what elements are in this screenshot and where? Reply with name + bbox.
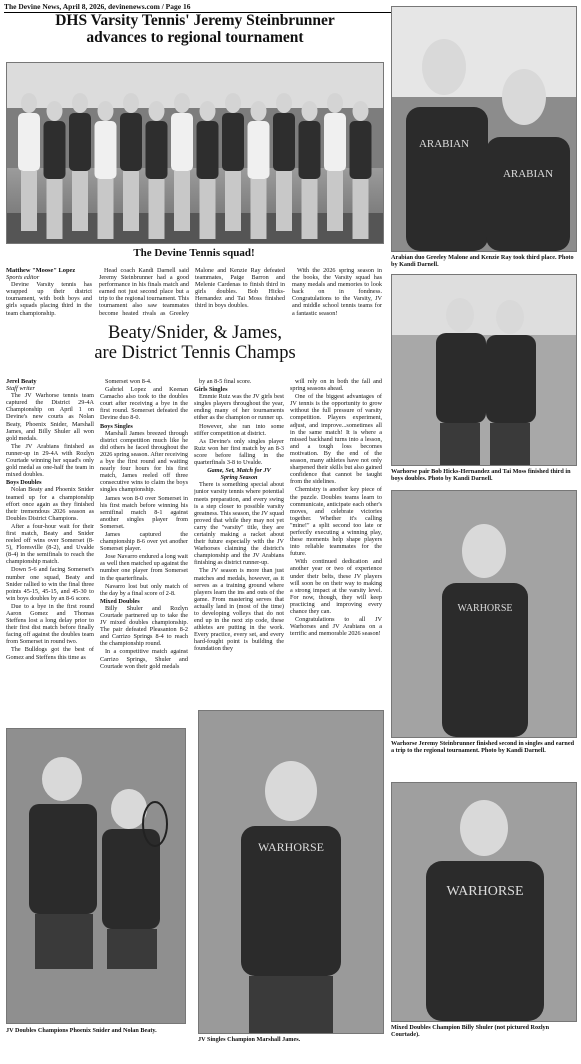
story2-paragraph: In a competitive match against Carrizo Springs, Shuler and Courtade won their gold medals bbox=[100, 648, 188, 670]
mixed-doubles-caption: Mixed Doubles Champion Billy Shuler (not pictured Rozlyn Courtade). bbox=[391, 1024, 550, 1039]
player-figure bbox=[327, 93, 343, 113]
player-figure bbox=[98, 101, 114, 121]
story2-paragraph: Navarro lost but only match of the day by a final score of 2-8. bbox=[100, 582, 188, 597]
player-figure bbox=[21, 93, 37, 113]
player-figure bbox=[123, 171, 139, 231]
story2-paragraph: One of the biggest advantages of JV tennis is the opportunity to grow without the full pressure of varsity competition. Players experiment, adjust, and improve...sometimes all in the same match! It is where a missed backhand turns into a lesson, and a tough loss becomes motivation. By the end of the season, many athletes have not only sharpened their skills but also gained confidence that cannot be taught from the sidelines. bbox=[290, 393, 382, 486]
player-figure bbox=[302, 179, 318, 239]
jv-singles-caption: JV Singles Champion Marshall James. bbox=[198, 1036, 301, 1043]
jersey-text: WARHORSE bbox=[257, 840, 325, 854]
player-figure bbox=[18, 113, 40, 171]
jeremy-photo bbox=[391, 490, 577, 738]
story2-paragraph: will rely on in both the fall and spring seasons ahead. bbox=[290, 378, 382, 393]
player-figure bbox=[47, 101, 63, 121]
section-subhead: Girls Singles bbox=[194, 386, 228, 394]
story1-headline-line1: DHS Varsity Tennis' Jeremy Steinbrunner bbox=[55, 12, 335, 29]
story1-byline: Matthew "Moose" Lopez bbox=[6, 267, 76, 274]
story2-headline-line1: Beaty/Snider, & James, bbox=[108, 323, 282, 343]
story2-paragraph: James won 8-0 over Somerset in his first match before winning his semifinal match 8-1 against another singles player from Somerset. bbox=[100, 494, 188, 530]
jv-doubles-caption: JV Doubles Champions Phoenix Snider and Nolan Beaty. bbox=[6, 1027, 157, 1034]
story2-paragraph: However, she ran into some stiffer competition at district. bbox=[194, 422, 284, 437]
story2-col3 bbox=[194, 378, 284, 708]
player-figure bbox=[273, 113, 295, 171]
story2-paragraph: Somerset won 8-4. bbox=[105, 378, 152, 385]
player-figure bbox=[98, 179, 114, 239]
story2-paragraph: Due to a bye in the first round Aaron Gomez and Thomas Steffens lost a long delay prior to their first dist match before finally facing off against the doubles team from Somerset in round two. bbox=[6, 602, 94, 646]
mixed-doubles-photo bbox=[391, 782, 577, 1022]
player-figure bbox=[353, 101, 369, 121]
jv-singles-photo bbox=[198, 710, 384, 1034]
story1-paragraph: With the 2026 spring season in the books, the Varsity squad has many medals and memories to look back on in fondness. Congratulations to the Varsity, JV and middle school tennis teams for a fantastic season! bbox=[292, 267, 382, 317]
story2-col3-body bbox=[194, 378, 284, 653]
player-figure bbox=[299, 121, 321, 179]
story2-paragraph: Jose Navarro endured a long wait as well then matched up against the number one player from Somerset in the quarterfinals. bbox=[100, 553, 188, 582]
story1-headline bbox=[6, 12, 384, 46]
player-figure bbox=[200, 179, 216, 239]
player-figure bbox=[324, 113, 346, 171]
player-figure bbox=[251, 101, 267, 121]
jv-doubles-photo bbox=[6, 728, 186, 1024]
player-figure bbox=[149, 101, 165, 121]
story2-paragraph: James captured the championship 8-6 over yet another Somerset player. bbox=[100, 530, 188, 553]
player-figure bbox=[95, 121, 117, 179]
story2-paragraph: Emmie Ruiz was the JV girls best singles players throughout the year, ending many of her tournaments either as the champion or runner up. bbox=[194, 393, 284, 422]
player-figure bbox=[251, 179, 267, 239]
story1-paragraph: Head coach Kandi Darnell said Jeremy Steinbrunner had a good performance in his finals match and earned not just second place but a trip to the regional tournament. This tournament also saw teammates become heated rivals as Greeley Malone and Kenzie Ray defeated teammates, Paige Barron and Melenie Cardenas to finish third in girls doubles. Bob Hicks-Hernandez and Tai Moss finished third in boys doubles. bbox=[99, 267, 285, 317]
story1-byline-role: Sports editor bbox=[6, 274, 40, 282]
player-figure bbox=[21, 171, 37, 231]
story2-col4 bbox=[290, 378, 382, 708]
player-figure bbox=[174, 93, 190, 113]
story2-col1 bbox=[6, 378, 94, 708]
story2-paragraph: Gabriel Lopez and Keenan Camacho also took to the doubles court after receiving a bye in the first round. Somerset defeated the Devine duo 8-0. bbox=[100, 386, 188, 422]
story2-paragraph: Nolan Beaty and Phoenix Snider teamed up for a championship effort once again as they finished their tremendous 2026 season as Doubles District Champions. bbox=[6, 486, 94, 522]
player-figure bbox=[276, 171, 292, 231]
player-figure bbox=[174, 171, 190, 231]
player-figure bbox=[353, 179, 369, 239]
player-figure bbox=[72, 93, 88, 113]
story2-paragraph: Billy Shuler and Rozlyn Courtade partnered up to take the JV mixed doubles championship. The pair defeated Pleasanton 8-2 and Carrizo Springs 8-4 to reach the championship round. bbox=[100, 604, 188, 648]
player-figure bbox=[120, 113, 142, 171]
story1-col4 bbox=[292, 267, 382, 318]
section-subhead: Boys Doubles bbox=[6, 479, 42, 487]
player-figure bbox=[225, 93, 241, 113]
section-kicker: Spring Season bbox=[220, 474, 258, 482]
boys-doubles-caption: Warhorse pair Bob Hicks-Hernandez and Tai Moss finished third in boys doubles. Photo by Kandi Darnell. bbox=[391, 468, 571, 483]
player-figure bbox=[276, 93, 292, 113]
player-figure bbox=[197, 121, 219, 179]
player-figure bbox=[123, 93, 139, 113]
section-subhead: Mixed Doubles bbox=[100, 597, 140, 605]
jeremy-caption: Warhorse Jeremy Steinbrunner finished second in singles and earned a trip to the regional tournament. Photo by Kandi Darnell. bbox=[391, 740, 575, 755]
boys-doubles-photo bbox=[391, 274, 577, 466]
jersey-text: ARABIAN bbox=[418, 138, 470, 150]
story1-paragraph: Devine Varsity tennis has wrapped up their district tournament, with both boys and girls squads placing third in the team championship. bbox=[6, 281, 92, 317]
story2-paragraph: The JV Arabians finished as runner-up in 29-4A with Rozlyn Courtade winning her squad's only gold medal as one-half the team in mixed doubles. bbox=[6, 442, 94, 479]
player-figure bbox=[171, 113, 193, 171]
story2-paragraph: by an 8-5 final score. bbox=[199, 378, 252, 385]
player-figure bbox=[248, 121, 270, 179]
player-figure bbox=[327, 171, 343, 231]
story2-headline-line2: are District Tennis Champs bbox=[94, 343, 296, 363]
story1-col1 bbox=[6, 267, 92, 318]
story2-col2-body bbox=[100, 378, 188, 670]
team-photo bbox=[6, 62, 384, 244]
story1-headline-line2: advances to regional tournament bbox=[86, 29, 304, 46]
story2-paragraph: As Devine's only singles player Ruiz won her first match by an 8-3 score before falling in the quarterfinals 3-8 to Uvalde. bbox=[194, 437, 284, 467]
jersey-text: WARHORSE bbox=[446, 884, 524, 899]
player-figure bbox=[69, 113, 91, 171]
story2-paragraph: Congratulations to all JV Warhorses and JV Arabians on a terrific and memorable 2026 season! bbox=[290, 616, 382, 638]
story2-paragraph: Down 5-6 and facing Somerset's number one squad, Beaty and Snider rallied to win the final three points 45-15, 45-15, and 45-30 to win boys doubles by an 8-6 score. bbox=[6, 566, 94, 602]
section-subhead: Boys Singles bbox=[100, 422, 133, 430]
player-figure bbox=[225, 171, 241, 231]
arabian-duo-caption: Arabian duo Greeley Malone and Kenzie Ray took third place. Photo by Kandi Darnell. bbox=[391, 254, 574, 269]
player-figure bbox=[44, 121, 66, 179]
story2-paragraph: The Bulldogs got the best of Gomez and Steffens this time as bbox=[6, 646, 94, 661]
story2-headline bbox=[6, 323, 384, 363]
story2-paragraph: The JV season is more than just matches and medals, however, as it serves as a training ground where players learn the ins and outs of the game. From mastering serves that actually land in (most of the time) to developing volleys that do not end up in the next zip code, these athletes are putting in the work. Every practice, every set, and every hard-fought point is building the foundation they bbox=[194, 567, 284, 653]
jersey-text: ARABIAN bbox=[502, 168, 554, 180]
story2-paragraph: There is something special about junior varsity tennis where potential meets preparation, and every swing is a step closer to possible varsity greatness. This season, the JV squad proved that while they may not yet carry the "varsity" title, they are certainly making a racket about their future especially with the JV Warhorses claiming the district's championship and the JV Arabians finishing as district runner-up. bbox=[194, 481, 284, 567]
story2-byline: Jerel Beaty bbox=[6, 378, 37, 385]
story2-paragraph: The JV Warhorse tennis team captured the District 29-4A Championship on April 1 on Devine's new courts as Nolan Beaty, Phoenix Snider, Marshall James, and Billy Shuler all won gold medals. bbox=[6, 392, 94, 442]
section-kicker: Game, Set, Match for JV bbox=[207, 467, 271, 475]
story2-paragraph: Chemistry is another key piece of the puzzle. Doubles teams learn to communicate, anticipate each other's moves, and celebrate victories together. Whether it's calling "mine!" a split second too late or perfectly executing a winning play, these moments help shape players into reliable teammates for the future. bbox=[290, 486, 382, 558]
story2-col2 bbox=[100, 378, 188, 708]
arabian-duo-photo bbox=[391, 6, 577, 252]
player-figure bbox=[350, 121, 372, 179]
jersey-text: WARHORSE bbox=[457, 603, 513, 614]
story1-col2 bbox=[99, 267, 285, 327]
story2-byline-role: Staff writer bbox=[6, 385, 35, 393]
player-figure bbox=[72, 171, 88, 231]
story2-paragraph: After a four-hour wait for their first match, Beaty and Snider reeled off wins over Somerset (8-5), Floresville (8-2), and Uvalde (8-4) in the semifinals to reach the championship match. bbox=[6, 522, 94, 566]
player-figure bbox=[146, 121, 168, 179]
player-figure bbox=[149, 179, 165, 239]
masthead: The Devine News, April 8, 2026, devinenews.com / Page 16 bbox=[4, 2, 191, 11]
player-figure bbox=[222, 113, 244, 171]
story2-col1-body bbox=[6, 392, 94, 660]
player-figure bbox=[47, 179, 63, 239]
player-figure bbox=[302, 101, 318, 121]
team-photo-caption: The Devine Tennis squad! bbox=[133, 247, 255, 259]
player-figure bbox=[200, 101, 216, 121]
story2-paragraph: Marshall James breezed through district competition much like he did others he faced throughout the 2026 spring season. After receiving a bye the first round and waiting nearly four hours for his first match, James reeled off three consecutive wins to claim the boys singles championship. bbox=[100, 429, 188, 494]
story2-paragraph: With continued dedication and another year or two of experience under their belts, these JV players will soon be on their way to making a strong impact at the varsity level. For now, though, they will keep practicing and improving every chance they can. bbox=[290, 558, 382, 615]
story2-col4-body bbox=[290, 378, 382, 637]
